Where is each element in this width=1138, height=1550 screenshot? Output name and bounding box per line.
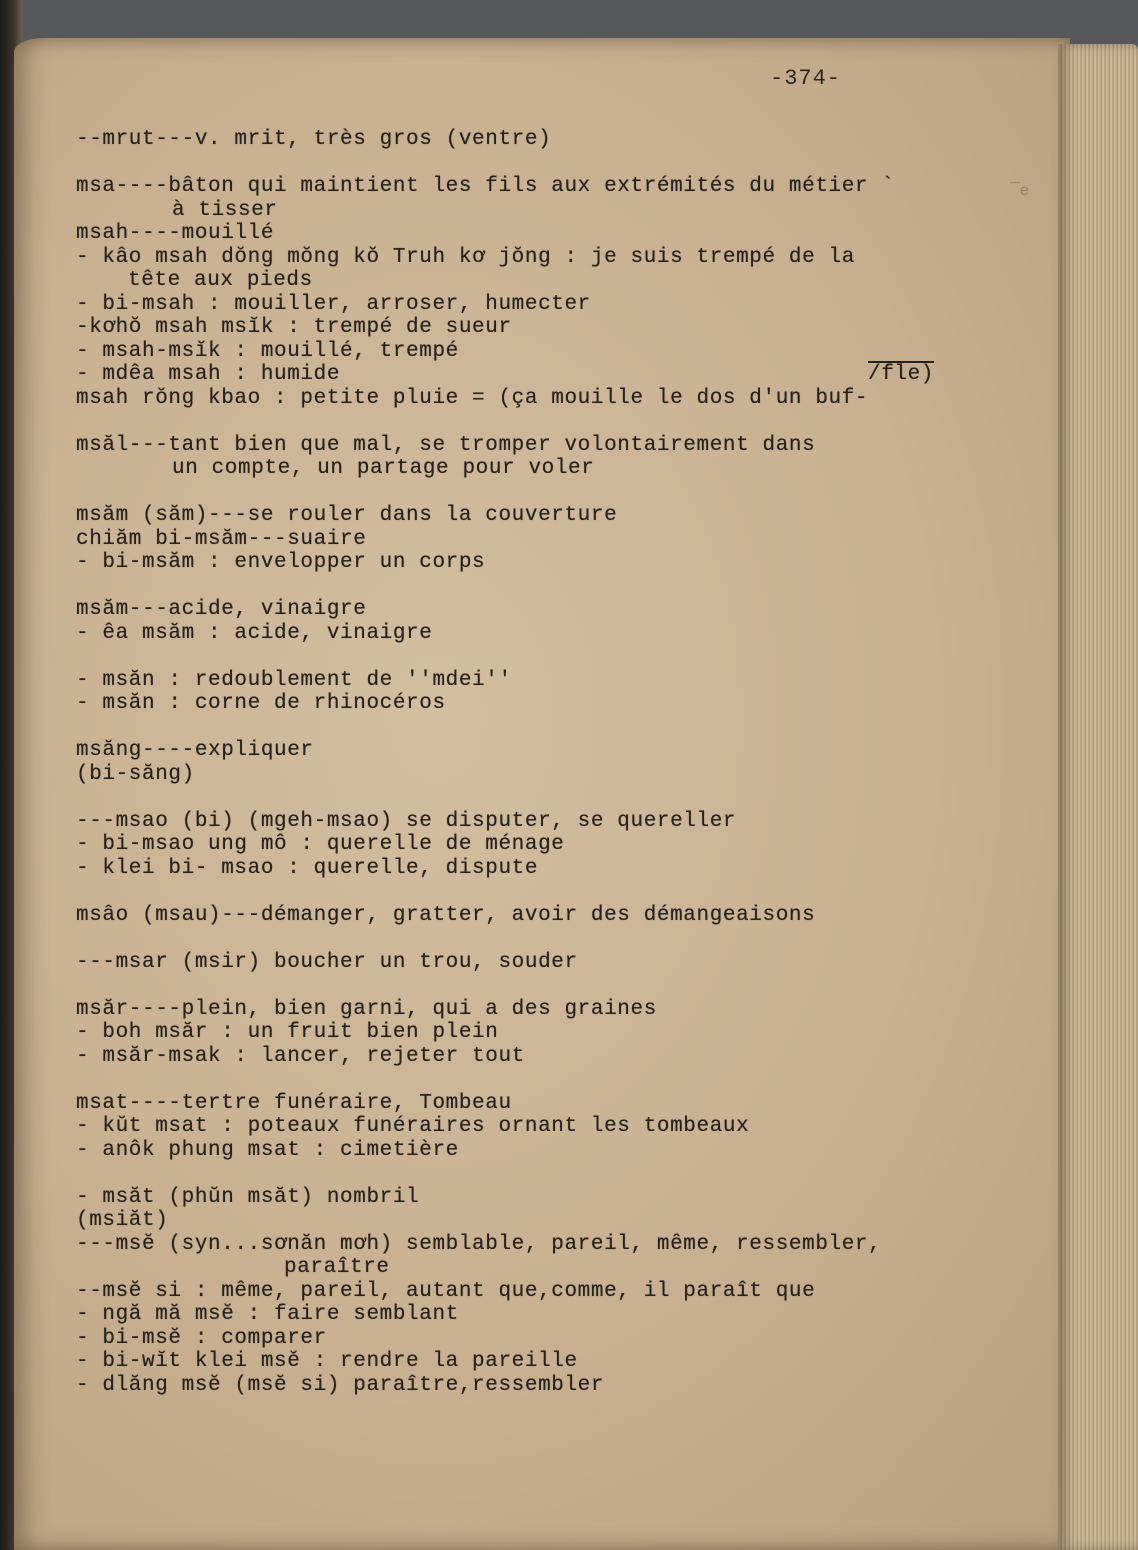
dictionary-line	[76, 1327, 976, 1351]
dictionary-line	[76, 363, 976, 387]
line-text: ---msĕ (syn...sơnăn mơh) semblable, pareil, même, ressembler,	[76, 1232, 882, 1256]
dictionary-line	[76, 1139, 976, 1163]
line-text: - klei bi- msao : querelle, dispute	[76, 856, 539, 880]
dictionary-line	[76, 1280, 976, 1304]
line-text: --msĕ si : même, pareil, autant que,comme, il paraît que	[76, 1279, 816, 1303]
dictionary-line	[76, 551, 976, 575]
dictionary-line	[76, 1092, 976, 1116]
line-text: - êa msăm : acide, vinaigre	[76, 621, 433, 645]
line-text: msa----bâton qui maintient les fils aux extrémités du métier `	[76, 175, 895, 198]
dictionary-line	[76, 1045, 976, 1069]
line-text: msah rŏng kbao : petite pluie = (ça mouille le dos d'un buf-	[76, 386, 869, 410]
line-text: --mrut---v. mrit, très gros (ventre)	[76, 128, 552, 151]
dictionary-line	[76, 833, 976, 857]
blank-line	[76, 645, 976, 669]
line-text: à tisser	[172, 198, 278, 222]
line-text: ---msao (bi) (mgeh-msao) se disputer, se quereller	[76, 809, 737, 833]
line-text: msăng----expliquer	[76, 739, 314, 762]
dictionary-line	[76, 528, 976, 552]
dictionary-line	[76, 1209, 976, 1233]
line-text: - msăr-msak : lancer, rejeter tout	[76, 1044, 525, 1068]
line-text: (msiăt)	[76, 1209, 169, 1232]
line-text: - boh msăr : un fruit bien plein	[76, 1021, 499, 1044]
page-number: -374-	[770, 66, 842, 91]
line-text: msâo (msau)---démanger, gratter, avoir des démangeaisons	[76, 903, 816, 927]
line-text: msăm---acide, vinaigre	[76, 598, 367, 621]
dictionary-line	[76, 1186, 976, 1210]
dictionary-line	[76, 739, 976, 763]
blank-line	[76, 1162, 976, 1186]
dictionary-line	[76, 316, 976, 340]
line-text: msah----mouillé	[76, 222, 275, 245]
line-text: -kơhŏ msah msĭk : trempé de sueur	[76, 316, 512, 339]
line-text: chiăm bi-msăm---suaire	[76, 527, 367, 551]
dictionary-line	[76, 1303, 976, 1327]
line-text: msăr----plein, bien garni, qui a des graines	[76, 997, 657, 1021]
blank-line	[76, 880, 976, 904]
line-text: - mdêa msah : humide	[76, 363, 341, 386]
line-text: ---msar (msir) boucher un trou, souder	[76, 950, 578, 974]
dictionary-line	[76, 293, 976, 317]
dictionary-text	[76, 128, 976, 1397]
blank-line	[76, 716, 976, 740]
line-text: msăm (săm)---se rouler dans la couverture	[76, 504, 618, 527]
line-text: - bi-wĭt klei msĕ : rendre la pareille	[76, 1350, 578, 1373]
dictionary-line	[76, 434, 976, 458]
line-text: - msăt (phŭn msăt) nombril	[76, 1185, 420, 1209]
dictionary-line	[76, 1350, 976, 1374]
line-text: - bi-msăm : envelopper un corps	[76, 551, 486, 574]
dictionary-line	[76, 1256, 976, 1280]
dictionary-line	[76, 622, 976, 646]
blank-line	[76, 786, 976, 810]
line-text: - anôk phung msat : cimetière	[76, 1138, 459, 1162]
dictionary-line	[76, 810, 976, 834]
margin-note: /fle)	[868, 363, 935, 386]
line-text: - kâo msah dŏng mŏng kŏ Truh kơ jŏng : je suis trempé de la	[76, 245, 855, 269]
line-text: - bi-msao ung mô : querelle de ménage	[76, 833, 565, 856]
line-text: - bi-msah : mouiller, arroser, humecter	[76, 292, 591, 316]
dictionary-line	[76, 998, 976, 1022]
dictionary-line	[76, 692, 976, 716]
blank-line	[76, 481, 976, 505]
line-text: tête aux pieds	[128, 269, 313, 292]
dictionary-line	[76, 857, 976, 881]
blank-line	[76, 1068, 976, 1092]
dictionary-line	[76, 128, 976, 152]
line-text: - ngă mă msĕ : faire semblant	[76, 1303, 459, 1326]
dictionary-line	[76, 457, 976, 481]
dictionary-line	[76, 598, 976, 622]
line-text: paraître	[284, 1256, 390, 1279]
dictionary-line	[76, 246, 976, 270]
dictionary-line	[76, 904, 976, 928]
dictionary-line	[76, 199, 976, 223]
dictionary-line	[76, 175, 976, 199]
dictionary-line	[76, 340, 976, 364]
line-text: msat----tertre funéraire, Tombeau	[76, 1091, 512, 1115]
line-text: un compte, un partage pour voler	[172, 457, 595, 480]
stray-ink-mark: ¯e	[1010, 182, 1030, 200]
blank-line	[76, 152, 976, 176]
dictionary-line	[76, 669, 976, 693]
line-text: - msah-msĭk : mouillé, trempé	[76, 339, 459, 363]
dictionary-line	[76, 1021, 976, 1045]
dictionary-line	[76, 763, 976, 787]
dictionary-line	[76, 504, 976, 528]
dictionary-line	[76, 1115, 976, 1139]
dictionary-line	[76, 1233, 976, 1257]
line-text: (bi-săng)	[76, 762, 195, 786]
dictionary-line	[76, 222, 976, 246]
line-text: - bi-msĕ : comparer	[76, 1326, 327, 1350]
line-text: - msăn : corne de rhinocéros	[76, 692, 446, 715]
dictionary-line	[76, 269, 976, 293]
blank-line	[76, 410, 976, 434]
line-text: - kŭt msat : poteaux funéraires ornant les tombeaux	[76, 1115, 750, 1138]
page-stack-edge	[1058, 44, 1138, 1550]
blank-line	[76, 575, 976, 599]
blank-line	[76, 927, 976, 951]
dictionary-line	[76, 1374, 976, 1398]
dictionary-line	[76, 387, 976, 411]
line-text: msăl---tant bien que mal, se tromper volontairement dans	[76, 433, 816, 457]
line-text: - msăn : redoublement de ''mdei''	[76, 668, 512, 692]
dictionary-line	[76, 951, 976, 975]
blank-line	[76, 974, 976, 998]
line-text: - dlăng msĕ (msĕ si) paraître,ressembler	[76, 1373, 605, 1397]
